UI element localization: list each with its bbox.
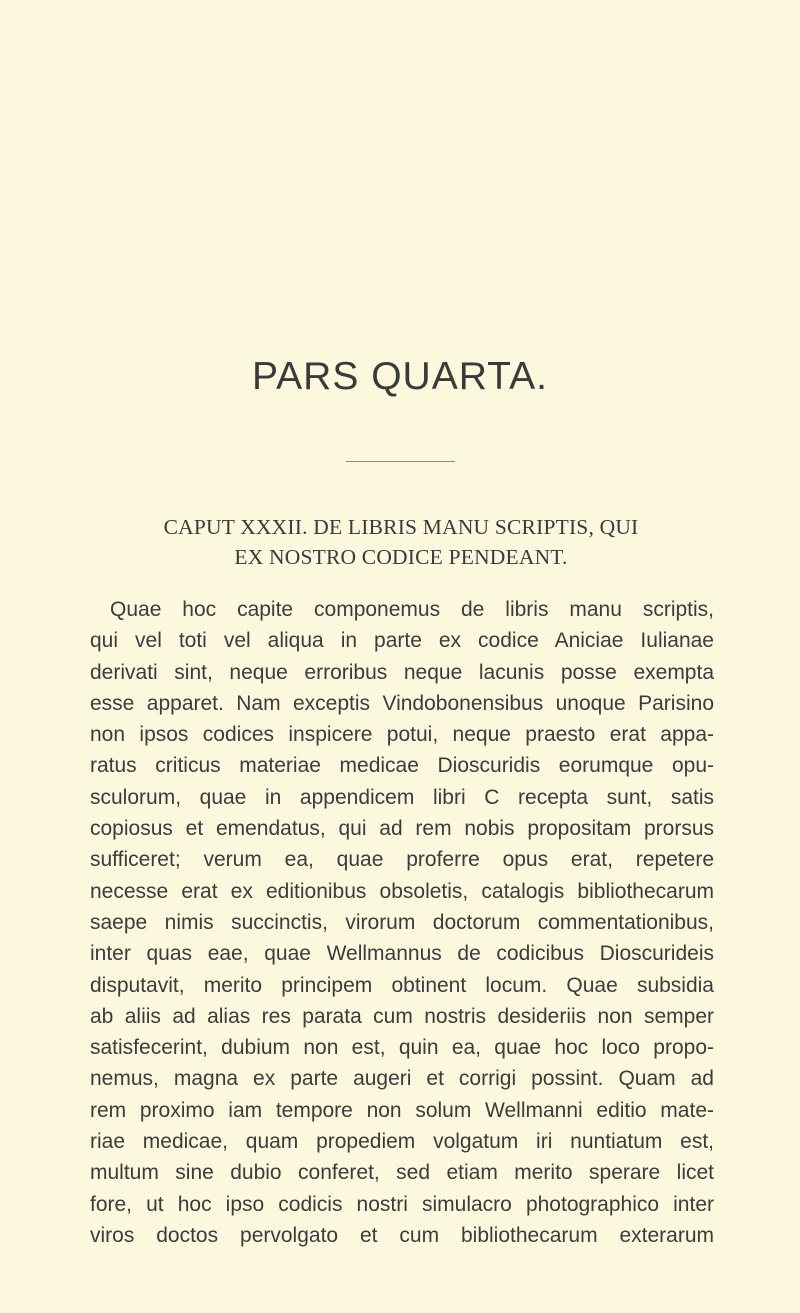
body-line: satisfecerint, dubium non est, quin ea, quae hoc loco propo- (90, 1036, 714, 1060)
body-line: sculorum, quae in appendicem libri C recepta sunt, satis (90, 785, 714, 809)
body-line: nemus, magna ex parte augeri et corrigi possint. Quam ad (90, 1067, 714, 1091)
body-line: inter quas eae, quae Wellmannus de codicibus Dioscurideis (90, 942, 714, 966)
body-line: esse apparet. Nam exceptis Vindobonensibus unoque Parisino (90, 691, 714, 715)
body-line: ab aliis ad alias res parata cum nostris desideriis non semper (90, 1004, 714, 1028)
body-line: riae medicae, quam propediem volgatum iri nuntiatum est, (90, 1130, 714, 1154)
body-line: Quae hoc capite componemus de libris manu scriptis, (110, 598, 714, 621)
title-divider (346, 461, 455, 462)
body-line: fore, ut hoc ipso codicis nostri simulacro photographico inter (90, 1192, 714, 1216)
chapter-heading-line-2: EX NOSTRO CODICE PENDEANT. (234, 545, 568, 569)
body-paragraph (90, 594, 714, 1251)
chapter-heading-line-1: CAPUT XXXII. DE LIBRIS MANU SCRIPTIS, QUI (163, 515, 639, 539)
body-line: qui vel toti vel aliqua in parte ex codice Aniciae Iulianae (90, 629, 714, 653)
body-line: rem proximo iam tempore non solum Wellmanni editio mate- (90, 1098, 714, 1122)
body-line: multum sine dubio conferet, sed etiam merito sperare licet (90, 1161, 714, 1185)
body-line: necesse erat ex editionibus obsoletis, catalogis bibliothecarum (90, 879, 714, 903)
body-line: disputavit, merito principem obtinent locum. Quae subsidia (90, 973, 714, 997)
chapter-heading (90, 512, 712, 572)
body-line: derivati sint, neque erroribus neque lacunis posse exempta (90, 660, 714, 684)
body-line: viros doctos pervolgato et cum bibliothecarum exterarum (90, 1223, 714, 1247)
body-line: sufficeret; verum ea, quae proferre opus erat, repetere (90, 848, 714, 872)
part-title: PARS QUARTA. (252, 355, 548, 398)
body-line: copiosus et emendatus, qui ad rem nobis propositam prorsus (90, 817, 714, 841)
body-line: saepe nimis succinctis, virorum doctorum commentationibus, (90, 910, 714, 934)
body-line: non ipsos codices inspicere potui, neque praesto erat appa- (90, 723, 714, 747)
body-line: ratus criticus materiae medicae Dioscuridis eorumque opu- (90, 754, 714, 778)
